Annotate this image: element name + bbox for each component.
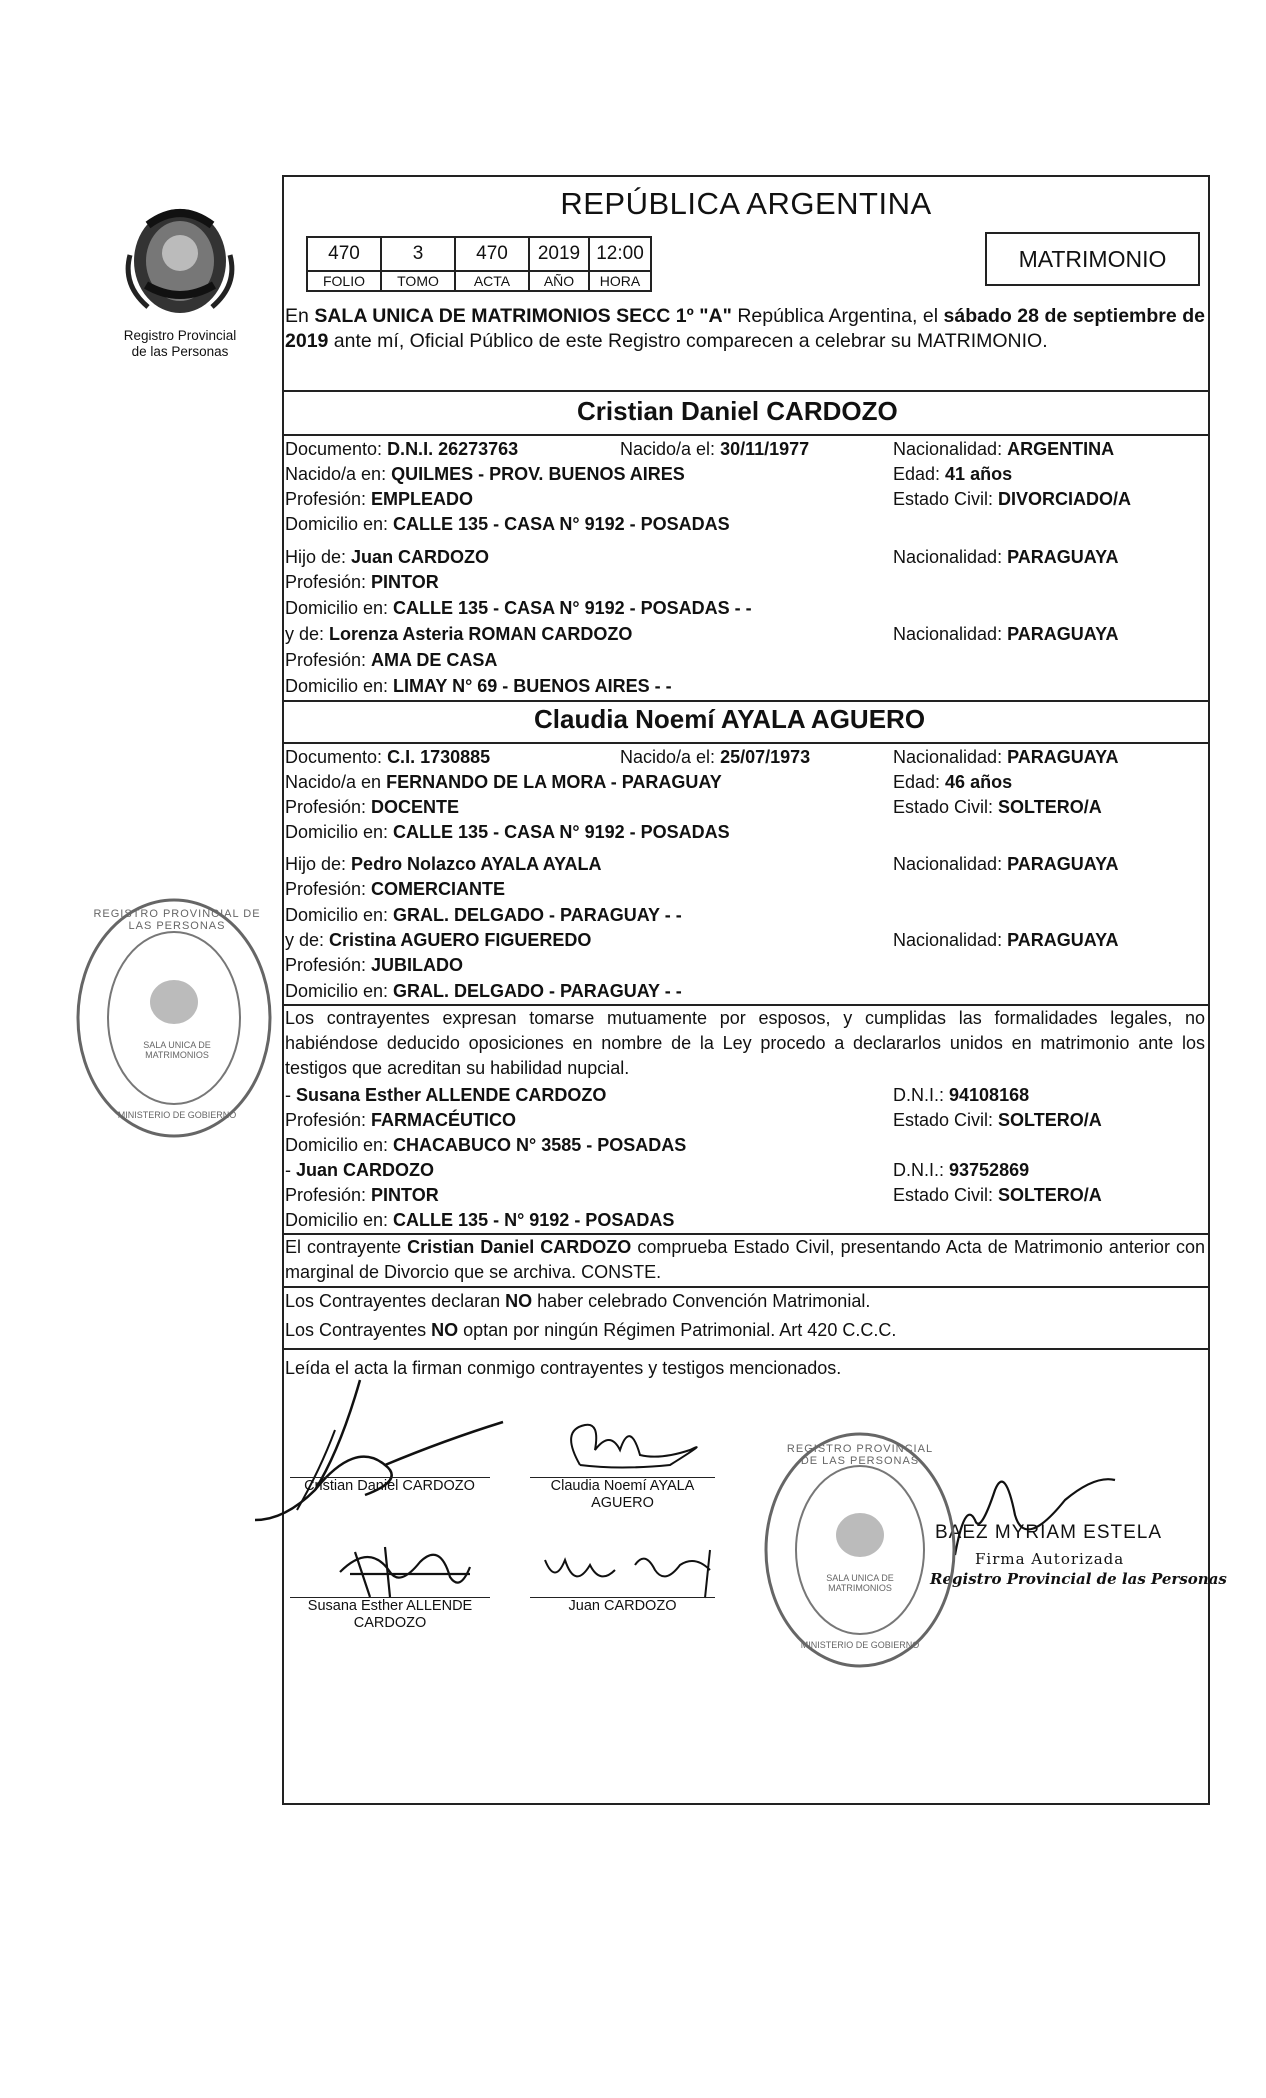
bride-father: Hijo de: Pedro Nolazco AYALA AYALA bbox=[285, 854, 602, 874]
bride-address: Domicilio en: CALLE 135 - CASA N° 9192 - POSADAS bbox=[285, 822, 730, 842]
left-stamp-ring: REGISTRO PROVINCIAL DE LAS PERSONAS bbox=[93, 908, 261, 932]
bride-mother-address: Domicilio en: GRAL. DELGADO - PARAGUAY - - bbox=[285, 981, 682, 1001]
groom-nationality: Nacionalidad: ARGENTINA bbox=[893, 439, 1115, 459]
bride-mother: y de: Cristina AGUERO FIGUEREDO bbox=[285, 930, 592, 950]
bride-name: Claudia Noemí AYALA AGUERO bbox=[534, 704, 926, 734]
groom-civil-status: Estado Civil: DIVORCIADO/A bbox=[893, 489, 1132, 509]
witness1-signature-label: Susana Esther ALLENDE CARDOZO bbox=[307, 1598, 473, 1631]
bride-father-address: Domicilio en: GRAL. DELGADO - PARAGUAY - - bbox=[285, 905, 682, 925]
document-type-box bbox=[985, 232, 1200, 286]
hora-label: HORA bbox=[588, 270, 652, 292]
bride-age: Edad: 46 años bbox=[893, 772, 1013, 792]
declaration-paragraph: Los contrayentes expresan tomarse mutuamente por esposos, y cumplidas las formalidades legales, no habiéndose deducido oposiciones en nombre de la Ley procedo a declararlos unidos en matrimonio ante los testigos que acreditan su habilidad nupcial. bbox=[285, 1008, 1205, 1078]
witness1-dni: D.N.I.: 94108168 bbox=[893, 1085, 1030, 1105]
bride-profession: Profesión: DOCENTE bbox=[285, 797, 460, 817]
groom-mother-nationality: Nacionalidad: PARAGUAYA bbox=[893, 624, 1119, 644]
bride-document: Documento: C.I. 1730885 bbox=[285, 747, 491, 767]
bride-signature bbox=[540, 1410, 720, 1480]
folio-value: 470 bbox=[306, 236, 382, 272]
groom-mother-address: Domicilio en: LIMAY N° 69 - BUENOS AIRES - - bbox=[285, 676, 672, 696]
groom-birthplace: Nacido/a en: QUILMES - PROV. BUENOS AIRES bbox=[285, 464, 685, 484]
bride-civil-status: Estado Civil: SOLTERO/A bbox=[893, 797, 1102, 817]
bride-mother-nationality: Nacionalidad: PARAGUAYA bbox=[893, 930, 1119, 950]
bride-birthdate: Nacido/a el: 25/07/1973 bbox=[620, 747, 811, 767]
witness2-dni: D.N.I.: 93752869 bbox=[893, 1160, 1030, 1180]
groom-father-address: Domicilio en: CALLE 135 - CASA N° 9192 - POSADAS - - bbox=[285, 598, 752, 618]
right-stamp-bottom: MINISTERIO DE GOBIERNO bbox=[800, 1640, 920, 1650]
groom-father-nationality: Nacionalidad: PARAGUAYA bbox=[893, 547, 1119, 567]
right-registry-stamp bbox=[760, 1425, 960, 1675]
bride-father-profession: Profesión: COMERCIANTE bbox=[285, 879, 506, 899]
left-stamp-inner: SALA UNICA DE MATRIMONIOS bbox=[143, 1040, 211, 1060]
groom-profession: Profesión: EMPLEADO bbox=[285, 489, 474, 509]
witness2-civil-status: Estado Civil: SOLTERO/A bbox=[893, 1185, 1102, 1205]
country-title: REPÚBLICA ARGENTINA bbox=[560, 186, 932, 221]
witness1-civil-status: Estado Civil: SOLTERO/A bbox=[893, 1110, 1102, 1130]
groom-mother-profession: Profesión: AMA DE CASA bbox=[285, 650, 498, 670]
groom-name: Cristian Daniel CARDOZO bbox=[577, 396, 898, 426]
tomo-value: 3 bbox=[380, 236, 456, 272]
regime-statement: Los Contrayentes NO optan por ningún Régimen Patrimonial. Art 420 C.C.C. bbox=[285, 1320, 897, 1340]
official-title: Firma Autorizada bbox=[975, 1550, 1125, 1568]
convention-statement: Los Contrayentes declaran NO haber celebrado Convención Matrimonial. bbox=[285, 1291, 871, 1311]
witness1-name: - Susana Esther ALLENDE CARDOZO bbox=[285, 1085, 607, 1105]
witness2-signature bbox=[535, 1540, 735, 1600]
right-stamp-ring: REGISTRO PROVINCIAL DE LAS PERSONAS bbox=[786, 1443, 934, 1467]
bride-father-nationality: Nacionalidad: PARAGUAYA bbox=[893, 854, 1119, 874]
right-stamp-inner: SALA UNICA DE MATRIMONIOS bbox=[826, 1573, 894, 1593]
witness2-address: Domicilio en: CALLE 135 - N° 9192 - POSADAS bbox=[285, 1210, 675, 1230]
groom-birthdate: Nacido/a el: 30/11/1977 bbox=[620, 439, 810, 459]
intro-paragraph: En SALA UNICA DE MATRIMONIOS SECC 1º "A" República Argentina, el sábado 28 de septiembre de 2019 ante mí, Oficial Público de este Registro comparecen a celebrar su MATRIMONIO. bbox=[285, 305, 1205, 352]
acta-label: ACTA bbox=[454, 270, 530, 292]
witness1-address: Domicilio en: CHACABUCO N° 3585 - POSADAS bbox=[285, 1135, 687, 1155]
folio-label: FOLIO bbox=[306, 270, 382, 292]
groom-age: Edad: 41 años bbox=[893, 464, 1013, 484]
bride-birthplace: Nacido/a en FERNANDO DE LA MORA - PARAGUAY bbox=[285, 772, 722, 792]
bride-nationality: Nacionalidad: PARAGUAYA bbox=[893, 747, 1119, 767]
ano-value: 2019 bbox=[528, 236, 590, 272]
witness2-profession: Profesión: PINTOR bbox=[285, 1185, 439, 1205]
bride-mother-profession: Profesión: JUBILADO bbox=[285, 955, 464, 975]
tomo-label: TOMO bbox=[380, 270, 456, 292]
witness1-profession: Profesión: FARMACÉUTICO bbox=[285, 1110, 517, 1130]
groom-father-profession: Profesión: PINTOR bbox=[285, 572, 439, 592]
official-name: BAEZ MYRIAM ESTELA bbox=[935, 1522, 1163, 1543]
left-registry-stamp bbox=[72, 890, 277, 1145]
groom-signature-label: Cristian Daniel CARDOZO bbox=[304, 1478, 475, 1494]
official-office: Registro Provincial de las Personas bbox=[930, 1570, 1227, 1588]
groom-document: Documento: D.N.I. 26273763 bbox=[285, 439, 519, 459]
ano-label: AÑO bbox=[528, 270, 590, 292]
province-seal bbox=[118, 195, 242, 323]
registry-line1: Registro Provincial bbox=[123, 328, 237, 343]
bride-signature-label: Claudia Noemí AYALA AGUERO bbox=[550, 1478, 695, 1511]
groom-signature bbox=[245, 1370, 515, 1530]
acta-value: 470 bbox=[454, 236, 530, 272]
document-type: MATRIMONIO bbox=[1018, 246, 1167, 272]
registry-caption bbox=[100, 328, 260, 360]
groom-mother: y de: Lorenza Asteria ROMAN CARDOZO bbox=[285, 624, 633, 644]
registry-line2: de las Personas bbox=[131, 344, 229, 359]
hora-value: 12:00 bbox=[588, 236, 652, 272]
witness2-name: - Juan CARDOZO bbox=[285, 1160, 435, 1180]
groom-address: Domicilio en: CALLE 135 - CASA N° 9192 - POSADAS bbox=[285, 514, 730, 534]
witness1-signature bbox=[330, 1532, 480, 1602]
civil-status-note: El contrayente Cristian Daniel CARDOZO comprueba Estado Civil, presentando Acta de Matrimonio anterior con marginal de Divorcio que se archiva. CONSTE. bbox=[285, 1237, 1205, 1282]
groom-father: Hijo de: Juan CARDOZO bbox=[285, 547, 490, 567]
closing-statement: Leída el acta la firman conmigo contrayentes y testigos mencionados. bbox=[285, 1358, 842, 1378]
witness2-signature-label: Juan CARDOZO bbox=[568, 1598, 677, 1614]
left-stamp-bottom: MINISTERIO DE GOBIERNO bbox=[117, 1110, 237, 1120]
